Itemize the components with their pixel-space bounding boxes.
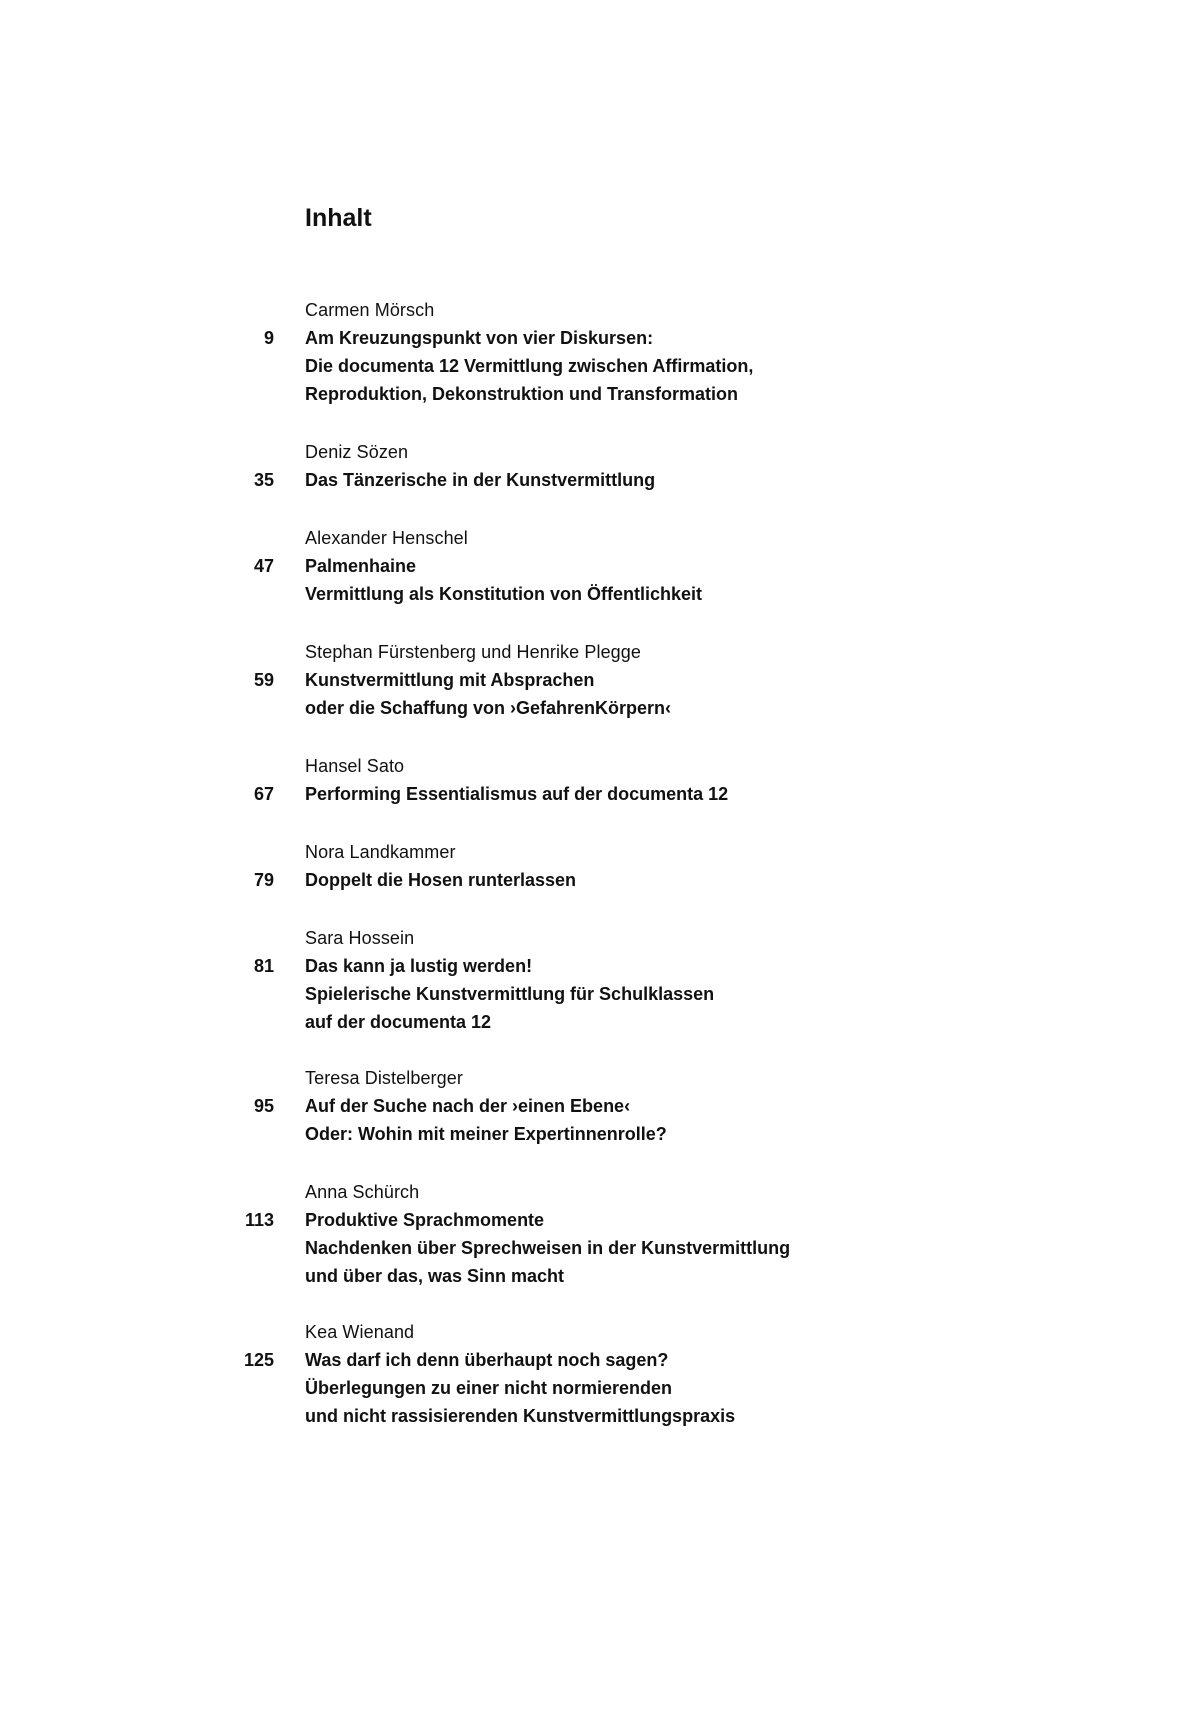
toc-page-number: 47 xyxy=(253,556,274,576)
toc-title-line: Performing Essentialismus auf der documenta 12 xyxy=(305,784,729,804)
toc-author: Sara Hossein xyxy=(305,928,415,948)
toc-title-line: Überlegungen zu einer nicht normierenden xyxy=(305,1378,673,1398)
toc-author: Hansel Sato xyxy=(305,756,405,776)
toc-title-line: Kunstvermittlung mit Absprachen xyxy=(305,670,595,690)
toc-author: Teresa Distelberger xyxy=(305,1068,463,1088)
toc-title-line: auf der documenta 12 xyxy=(305,1012,492,1032)
toc-author: Deniz Sözen xyxy=(305,442,409,462)
toc-title-line: Palmenhaine xyxy=(305,556,417,576)
page-title: Inhalt xyxy=(305,204,372,232)
toc-title-line: Spielerische Kunstvermittlung für Schulklassen xyxy=(305,984,715,1004)
toc-title-line: Reproduktion, Dekonstruktion und Transformation xyxy=(305,384,739,404)
toc-author: Stephan Fürstenberg und Henrike Plegge xyxy=(305,642,642,662)
toc-title-line: Was darf ich denn überhaupt noch sagen? xyxy=(305,1350,669,1370)
toc-page-number: 81 xyxy=(253,956,274,976)
toc-page-number: 79 xyxy=(253,870,274,890)
toc-page-number: 95 xyxy=(253,1096,274,1116)
toc-title-line: Die documenta 12 Vermittlung zwischen Affirmation, xyxy=(305,356,754,376)
toc-title-line: Oder: Wohin mit meiner Expertinnenrolle? xyxy=(305,1124,667,1144)
toc-author: Alexander Henschel xyxy=(305,528,468,548)
toc-page-number: 59 xyxy=(253,670,274,690)
toc-title-line: Das Tänzerische in der Kunstvermittlung xyxy=(305,470,656,490)
toc-title-line: und nicht rassisierenden Kunstvermittlungspraxis xyxy=(305,1406,736,1426)
toc-author: Nora Landkammer xyxy=(305,842,456,862)
toc-page-number: 67 xyxy=(253,784,274,804)
toc-page-number: 35 xyxy=(253,470,274,490)
toc-title-line: Das kann ja lustig werden! xyxy=(305,956,533,976)
toc-title-line: oder die Schaffung von ›GefahrenKörpern‹ xyxy=(305,698,672,718)
toc-author: Kea Wienand xyxy=(305,1322,415,1342)
toc-author: Carmen Mörsch xyxy=(305,300,435,320)
toc-title-line: Auf der Suche nach der ›einen Ebene‹ xyxy=(305,1096,631,1116)
toc-title-line: Doppelt die Hosen runterlassen xyxy=(305,870,577,890)
toc-page-number: 9 xyxy=(263,328,274,348)
toc-title-line: Vermittlung als Konstitution von Öffentlichkeit xyxy=(305,584,703,604)
toc-title-line: Nachdenken über Sprechweisen in der Kunstvermittlung xyxy=(305,1238,791,1258)
toc-page-number: 125 xyxy=(243,1350,274,1370)
toc-title-line: Am Kreuzungspunkt von vier Diskursen: xyxy=(305,328,654,348)
toc-author: Anna Schürch xyxy=(305,1182,420,1202)
toc-title-line: und über das, was Sinn macht xyxy=(305,1266,565,1286)
toc-page-number: 113 xyxy=(244,1210,274,1230)
toc-title-line: Produktive Sprachmomente xyxy=(305,1210,545,1230)
